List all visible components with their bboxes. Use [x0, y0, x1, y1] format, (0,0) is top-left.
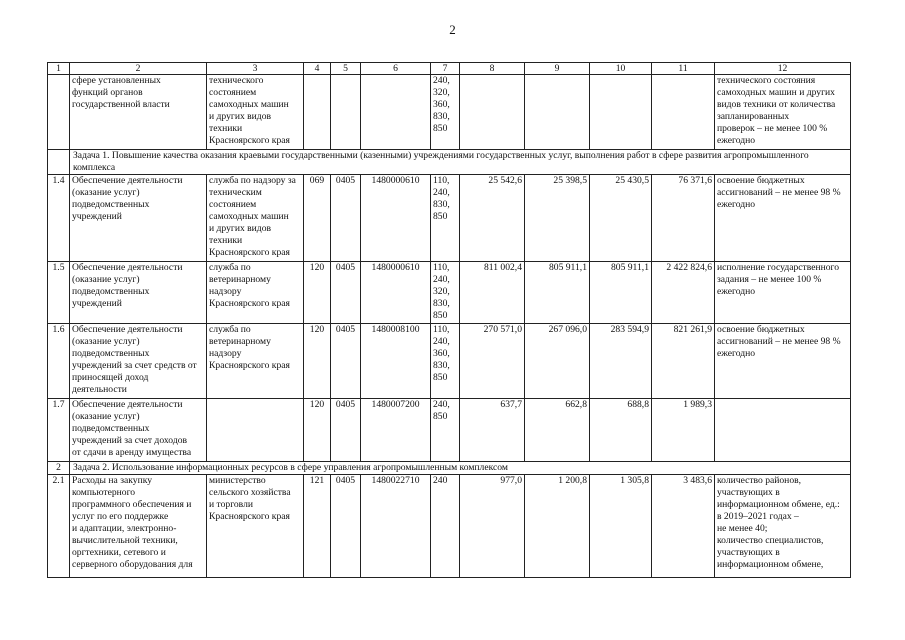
- table-cell: 0405: [331, 399, 361, 462]
- table-cell: Обеспечение деятельности (оказание услуг) подведомственных учреждений за счет доходов от сдачи в аренду имущества: [70, 399, 207, 462]
- table-cell: 1480000610: [361, 262, 431, 324]
- table-cell: служба по ветеринарному надзору Красноярского края: [207, 324, 304, 399]
- table-cell: 240, 320, 360, 830, 850: [431, 75, 460, 150]
- table-cell: 1 200,8: [525, 475, 590, 578]
- table-cell: технического состояния самоходных машин и других видов техники от количества запланированных проверок – не менее 100 % ежегодно: [715, 75, 851, 150]
- table-cell: служба по ветеринарному надзору Красноярского края: [207, 262, 304, 324]
- table-cell: 25 430,5: [590, 175, 652, 262]
- table-cell: 121: [304, 475, 331, 578]
- table-cell: [361, 75, 431, 150]
- header-cell: 1: [48, 63, 70, 75]
- table-cell: 1480008100: [361, 324, 431, 399]
- table-cell: 240, 850: [431, 399, 460, 462]
- table-cell: 1 305,8: [590, 475, 652, 578]
- table-cell: освоение бюджетных ассигнований – не менее 98 % ежегодно: [715, 175, 851, 262]
- table-cell: [590, 75, 652, 150]
- table-cell: Обеспечение деятельности (оказание услуг) подведомственных учреждений: [70, 175, 207, 262]
- table-cell: 1.6: [48, 324, 70, 399]
- table-cell: 0405: [331, 175, 361, 262]
- header-row: [48, 63, 851, 75]
- table-cell: 270 571,0: [460, 324, 525, 399]
- table-cell: 283 594,9: [590, 324, 652, 399]
- table-cell: 120: [304, 324, 331, 399]
- table-cell: [207, 399, 304, 462]
- header-cell: 12: [715, 63, 851, 75]
- table-cell: 120: [304, 262, 331, 324]
- header-cell: 11: [652, 63, 715, 75]
- table-cell: 76 371,6: [652, 175, 715, 262]
- table-cell: 267 096,0: [525, 324, 590, 399]
- table-cell: 662,8: [525, 399, 590, 462]
- budget-table: [47, 62, 851, 578]
- table-cell: 811 002,4: [460, 262, 525, 324]
- header-cell: 6: [361, 63, 431, 75]
- table-cell: 805 911,1: [590, 262, 652, 324]
- table-cell: 1 989,3: [652, 399, 715, 462]
- table-cell: 3 483,6: [652, 475, 715, 578]
- table-cell: 110, 240, 830, 850: [431, 175, 460, 262]
- table-cell: служба по надзору за техническим состоянием самоходных машин и других видов техники Красноярского края: [207, 175, 304, 262]
- header-cell: 4: [304, 63, 331, 75]
- table-cell: 821 261,9: [652, 324, 715, 399]
- table-cell: 2: [48, 462, 70, 475]
- table-cell: [652, 75, 715, 150]
- header-cell: 9: [525, 63, 590, 75]
- table-row: [48, 399, 851, 462]
- table-row: [48, 175, 851, 262]
- table-cell: 120: [304, 399, 331, 462]
- task-row: [48, 150, 851, 175]
- table-row: [48, 475, 851, 578]
- table-cell: 2.1: [48, 475, 70, 578]
- table-cell: освоение бюджетных ассигнований – не менее 98 % ежегодно: [715, 324, 851, 399]
- table-cell: 977,0: [460, 475, 525, 578]
- table-cell: 1480022710: [361, 475, 431, 578]
- table-cell: 637,7: [460, 399, 525, 462]
- table-cell: 1.4: [48, 175, 70, 262]
- header-cell: 8: [460, 63, 525, 75]
- task-row: [48, 462, 851, 475]
- table-cell: 069: [304, 175, 331, 262]
- header-cell: 3: [207, 63, 304, 75]
- table-cell: 25 398,5: [525, 175, 590, 262]
- header-cell: 10: [590, 63, 652, 75]
- table-cell: технического состоянием самоходных машин и других видов техники Красноярского края: [207, 75, 304, 150]
- table-cell: [525, 75, 590, 150]
- table-row: [48, 324, 851, 399]
- table-body: [48, 63, 851, 578]
- table-cell: [331, 75, 361, 150]
- table-cell: 688,8: [590, 399, 652, 462]
- table-cell: [304, 75, 331, 150]
- table-cell: 1480007200: [361, 399, 431, 462]
- table-cell: 0405: [331, 475, 361, 578]
- table-cell: [460, 75, 525, 150]
- page-number: 2: [449, 22, 456, 37]
- table-cell: [715, 399, 851, 462]
- table-cell: количество районов, участвующих в информационном обмене, ед.: в 2019–2021 годах – не менее 40; количество специалистов, участвующих в информационном обмене,: [715, 475, 851, 578]
- table-cell: 0405: [331, 262, 361, 324]
- table-row: [48, 262, 851, 324]
- header-cell: 5: [331, 63, 361, 75]
- table-cell: 110, 240, 320, 830, 850: [431, 262, 460, 324]
- table-cell: Обеспечение деятельности (оказание услуг) подведомственных учреждений за счет средств от приносящей доход деятельности: [70, 324, 207, 399]
- table-cell: 110, 240, 360, 830, 850: [431, 324, 460, 399]
- table-cell: 25 542,6: [460, 175, 525, 262]
- table-cell: сфере установленных функций органов государственной власти: [70, 75, 207, 150]
- task-heading-cell: Задача 2. Использование информационных ресурсов в сфере управления агропромышленным комплексом: [70, 462, 851, 475]
- table-cell: министерство сельского хозяйства и торговли Красноярского края: [207, 475, 304, 578]
- task-heading-cell: Задача 1. Повышение качества оказания краевыми государственными (казенными) учреждениями государственных услуг, выполнения работ в сфере развития агропромышленного комплекса: [70, 150, 851, 175]
- table-cell: Обеспечение деятельности (оказание услуг) подведомственных учреждений: [70, 262, 207, 324]
- table-cell: исполнение государственного задания – не менее 100 % ежегодно: [715, 262, 851, 324]
- table-cell: 1.5: [48, 262, 70, 324]
- table-row: [48, 75, 851, 150]
- table-cell: 1.7: [48, 399, 70, 462]
- header-cell: 7: [431, 63, 460, 75]
- table-cell: 1480000610: [361, 175, 431, 262]
- table-cell: 0405: [331, 324, 361, 399]
- table-cell: 2 422 824,6: [652, 262, 715, 324]
- table-cell: Расходы на закупку компьютерного программного обеспечения и услуг по его поддержке и адаптации, электронно- вычислительной техники, оргтехники, сетевого и серверного оборудования для: [70, 475, 207, 578]
- table-cell: 805 911,1: [525, 262, 590, 324]
- table-cell: 240: [431, 475, 460, 578]
- header-cell: 2: [70, 63, 207, 75]
- table-cell: [48, 150, 70, 175]
- table-cell: [48, 75, 70, 150]
